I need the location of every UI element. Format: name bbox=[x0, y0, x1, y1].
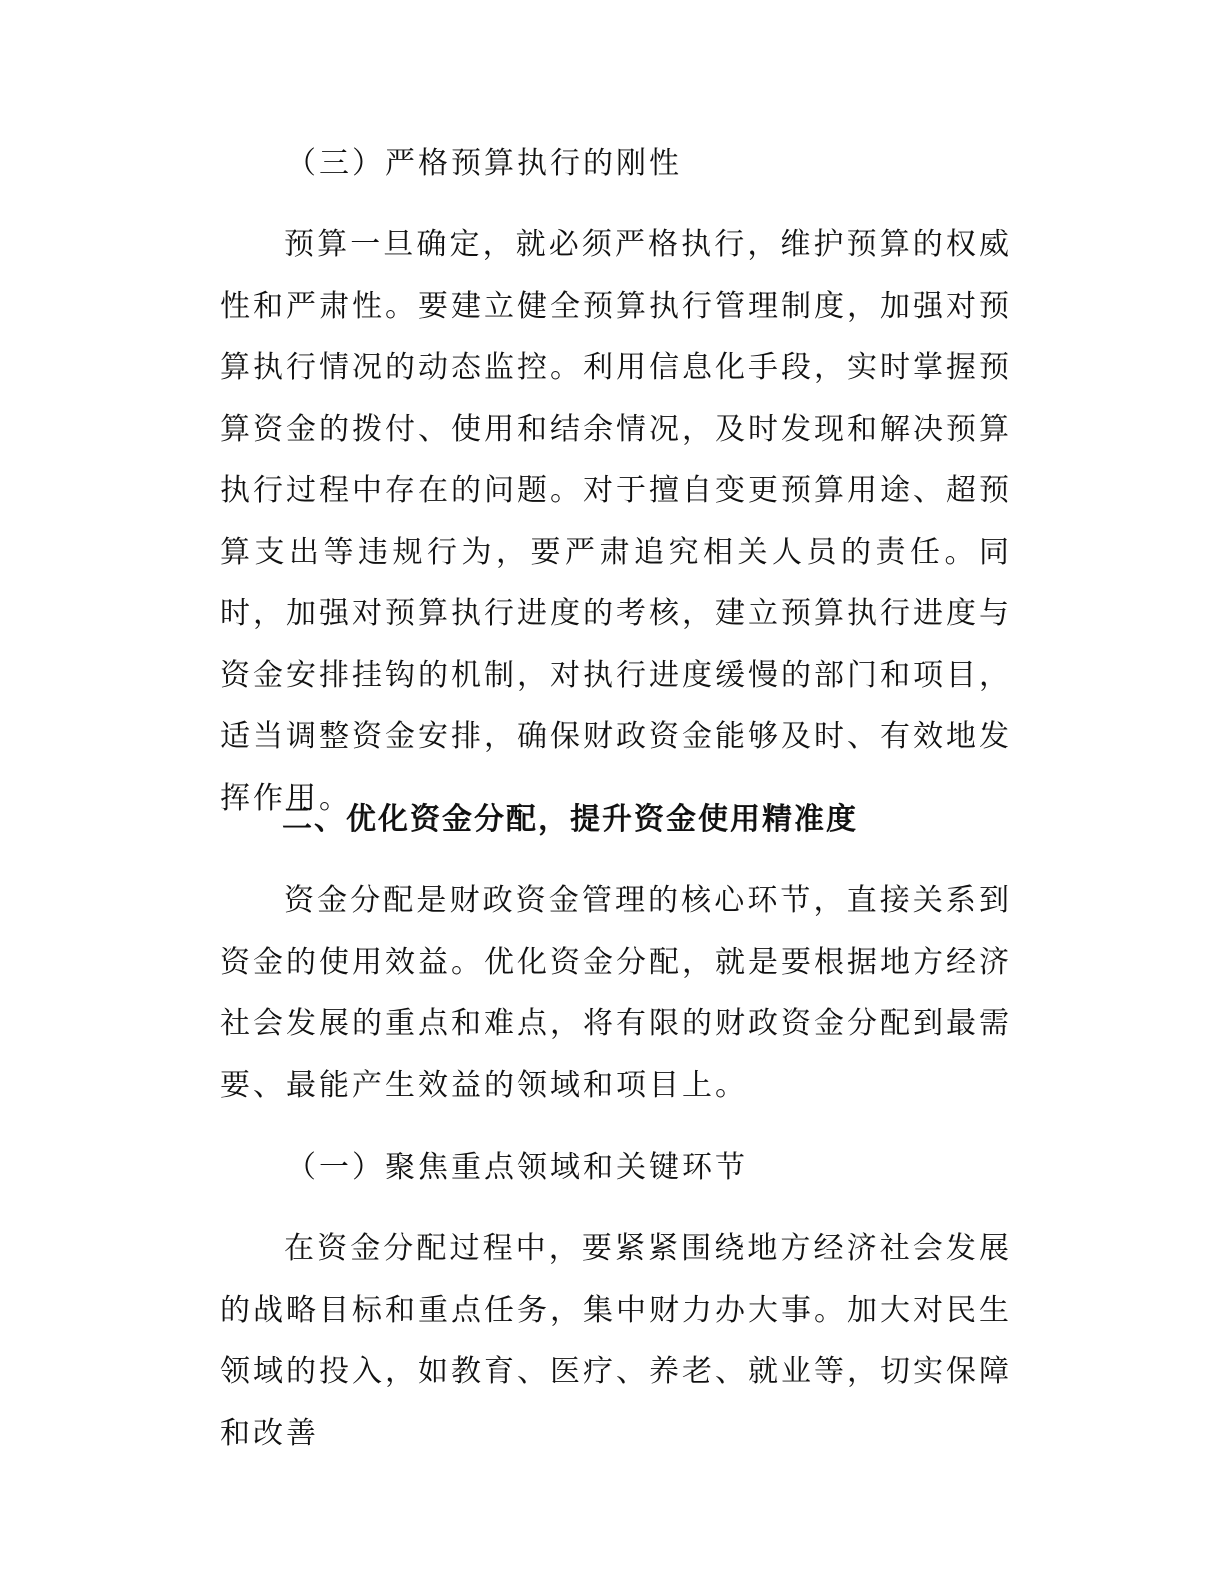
section-3-title: （三）严格预算执行的刚性 bbox=[286, 146, 682, 181]
section-3-body-paragraph: 预算一旦确定，就必须严格执行，维护预算的权威性和严肃性。要建立健全预算执行管理制度，加强对预算执行情况的动态监控。利用信息化手段，实时掌握预算资金的拨付、使用和结余情况，及时发现和解决预算执行过程中存在的问题。对于擅自变更预算用途、超预算支出等违规行为，要严肃追究相关人员的责任。同时，加强对预算执行进度的考核，建立预算执行进度与资金安排挂钩的机制，对执行进度缓慢的部门和项目，适当调整资金安排，确保财政资金能够及时、有效地发挥作用。 bbox=[220, 227, 1012, 816]
subsection-1-title: （一）聚焦重点领域和关键环节 bbox=[286, 1150, 748, 1185]
part-2-heading: 二、优化资金分配，提升资金使用精准度 bbox=[282, 802, 858, 837]
part-2-intro-paragraph: 资金分配是财政资金管理的核心环节，直接关系到资金的使用效益。优化资金分配，就是要根据地方经济社会发展的重点和难点，将有限的财政资金分配到最需要、最能产生效益的领域和项目上。 bbox=[220, 883, 1012, 1103]
subsection-1-body-paragraph: 在资金分配过程中，要紧紧围绕地方经济社会发展的战略目标和重点任务，集中财力办大事。加大对民生领域的投入，如教育、医疗、养老、就业等，切实保障和改善 bbox=[220, 1231, 1012, 1451]
